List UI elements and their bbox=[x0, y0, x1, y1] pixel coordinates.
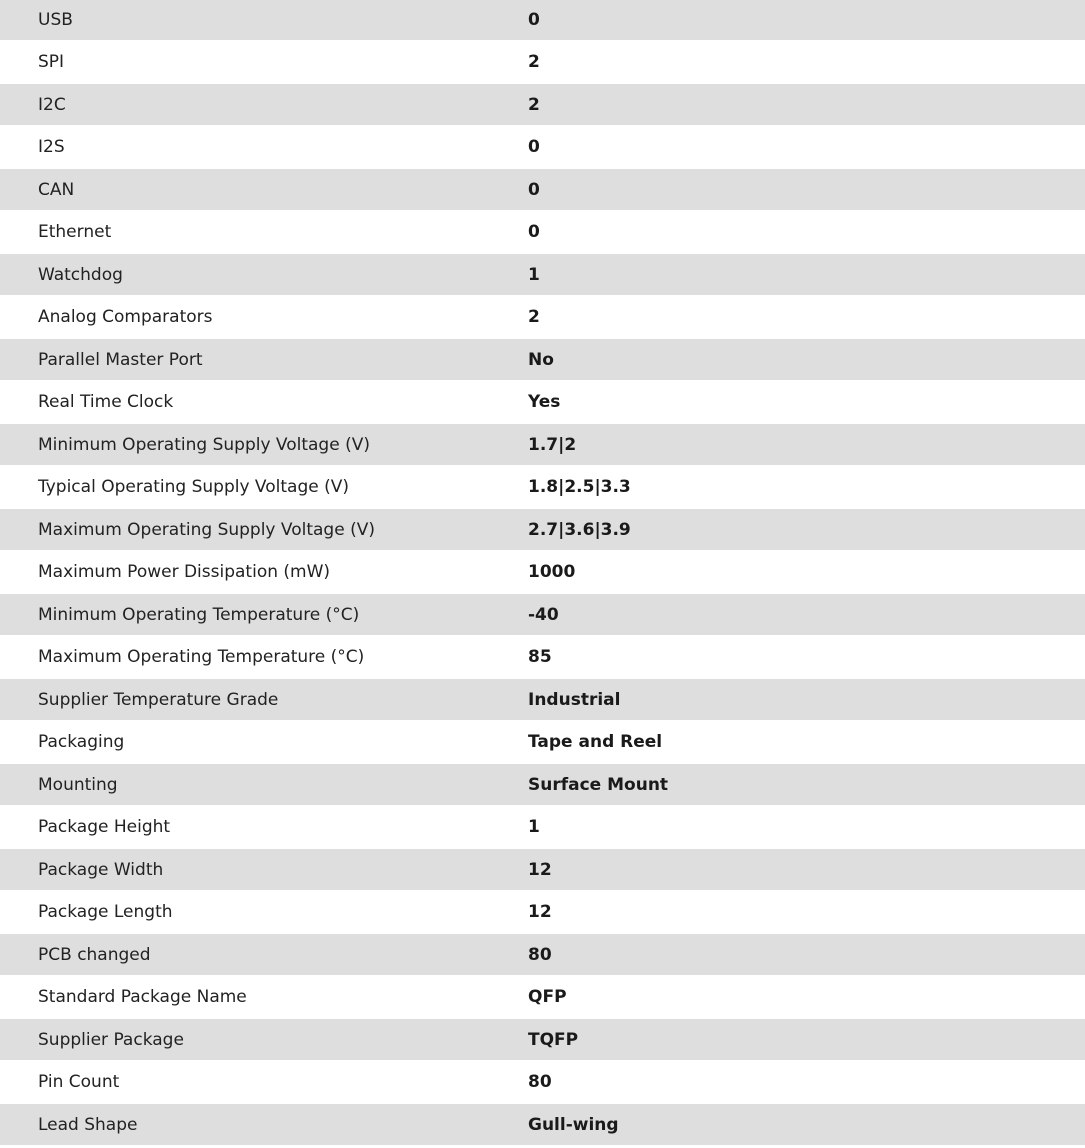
spec-row-max-power-dissipation bbox=[0, 550, 1085, 594]
spec-row-supplier-package bbox=[0, 1019, 1085, 1060]
spec-label: Analog Comparators bbox=[38, 307, 213, 327]
spec-row-watchdog bbox=[0, 254, 1085, 295]
spec-row-min-supply-voltage bbox=[0, 424, 1085, 465]
spec-row-standard-package-name bbox=[0, 975, 1085, 1019]
spec-value: -40 bbox=[528, 604, 559, 625]
spec-value: 85 bbox=[528, 647, 552, 667]
spec-row-lead-shape bbox=[0, 1104, 1085, 1145]
spec-value: 1.8|2.5|3.3 bbox=[528, 477, 631, 497]
spec-value: 1000 bbox=[528, 562, 576, 582]
spec-label: Maximum Power Dissipation (mW) bbox=[38, 562, 331, 582]
spec-value: 80 bbox=[528, 1072, 552, 1092]
spec-row-package-length bbox=[0, 890, 1085, 934]
spec-row-temperature-grade bbox=[0, 679, 1085, 720]
spec-value: 0 bbox=[528, 10, 540, 30]
spec-value: 1 bbox=[528, 817, 540, 837]
spec-label: Pin Count bbox=[38, 1072, 120, 1092]
spec-value: 0 bbox=[528, 222, 540, 242]
spec-label: Package Width bbox=[38, 859, 164, 880]
spec-row-ethernet bbox=[0, 210, 1085, 254]
spec-value: 1.7|2 bbox=[528, 434, 577, 455]
spec-label: Supplier Package bbox=[38, 1029, 184, 1050]
spec-value: No bbox=[528, 349, 554, 370]
spec-label: Real Time Clock bbox=[38, 392, 174, 412]
spec-row-typ-supply-voltage bbox=[0, 465, 1085, 509]
spec-label: Package Height bbox=[38, 817, 171, 837]
spec-row-max-supply-voltage bbox=[0, 509, 1085, 550]
spec-value: TQFP bbox=[528, 1029, 579, 1050]
spec-label: Typical Operating Supply Voltage (V) bbox=[38, 477, 349, 497]
spec-value: Tape and Reel bbox=[528, 732, 663, 752]
spec-row-parallel-master-port bbox=[0, 339, 1085, 380]
spec-row-usb bbox=[0, 0, 1085, 40]
spec-label: Parallel Master Port bbox=[38, 349, 203, 370]
spec-label: Standard Package Name bbox=[38, 987, 247, 1007]
spec-label: PCB changed bbox=[38, 944, 151, 965]
spec-label: Maximum Operating Temperature (°C) bbox=[38, 647, 365, 667]
spec-row-i2s bbox=[0, 125, 1085, 169]
spec-value: 80 bbox=[528, 944, 552, 965]
spec-value: 12 bbox=[528, 859, 552, 880]
spec-value: Yes bbox=[528, 392, 561, 412]
spec-row-i2c bbox=[0, 84, 1085, 125]
spec-label: Watchdog bbox=[38, 264, 123, 285]
spec-label: CAN bbox=[38, 179, 75, 200]
spec-label: I2C bbox=[38, 94, 66, 115]
spec-row-mounting bbox=[0, 764, 1085, 805]
spec-value: 12 bbox=[528, 902, 552, 922]
spec-label: I2S bbox=[38, 137, 65, 157]
spec-value: 1 bbox=[528, 264, 540, 285]
spec-label: Package Length bbox=[38, 902, 173, 922]
spec-row-pcb-changed bbox=[0, 934, 1085, 975]
spec-value: 2 bbox=[528, 52, 540, 72]
spec-row-can bbox=[0, 169, 1085, 210]
spec-label: Supplier Temperature Grade bbox=[38, 689, 279, 710]
spec-row-analog-comparators bbox=[0, 295, 1085, 339]
spec-label: Mounting bbox=[38, 774, 118, 795]
spec-value: 2 bbox=[528, 94, 540, 115]
spec-row-max-operating-temp bbox=[0, 635, 1085, 679]
spec-value: 0 bbox=[528, 179, 540, 200]
spec-label: Lead Shape bbox=[38, 1114, 138, 1135]
spec-value: Industrial bbox=[528, 689, 621, 710]
spec-label: USB bbox=[38, 10, 73, 30]
spec-value: 2.7|3.6|3.9 bbox=[528, 519, 631, 540]
spec-value: Surface Mount bbox=[528, 774, 669, 795]
spec-row-pin-count bbox=[0, 1060, 1085, 1104]
spec-row-real-time-clock bbox=[0, 380, 1085, 424]
spec-value: QFP bbox=[528, 987, 567, 1007]
spec-value: 2 bbox=[528, 307, 540, 327]
spec-value: 0 bbox=[528, 137, 540, 157]
spec-label: Maximum Operating Supply Voltage (V) bbox=[38, 519, 375, 540]
spec-row-spi bbox=[0, 40, 1085, 84]
spec-value: Gull-wing bbox=[528, 1114, 619, 1135]
spec-row-package-height bbox=[0, 805, 1085, 849]
spec-label: Ethernet bbox=[38, 222, 112, 242]
spec-row-packaging bbox=[0, 720, 1085, 764]
spec-label: Packaging bbox=[38, 732, 125, 752]
spec-row-min-operating-temp bbox=[0, 594, 1085, 635]
spec-row-package-width bbox=[0, 849, 1085, 890]
spec-label: SPI bbox=[38, 52, 65, 72]
spec-label: Minimum Operating Supply Voltage (V) bbox=[38, 434, 370, 455]
spec-label: Minimum Operating Temperature (°C) bbox=[38, 604, 360, 625]
